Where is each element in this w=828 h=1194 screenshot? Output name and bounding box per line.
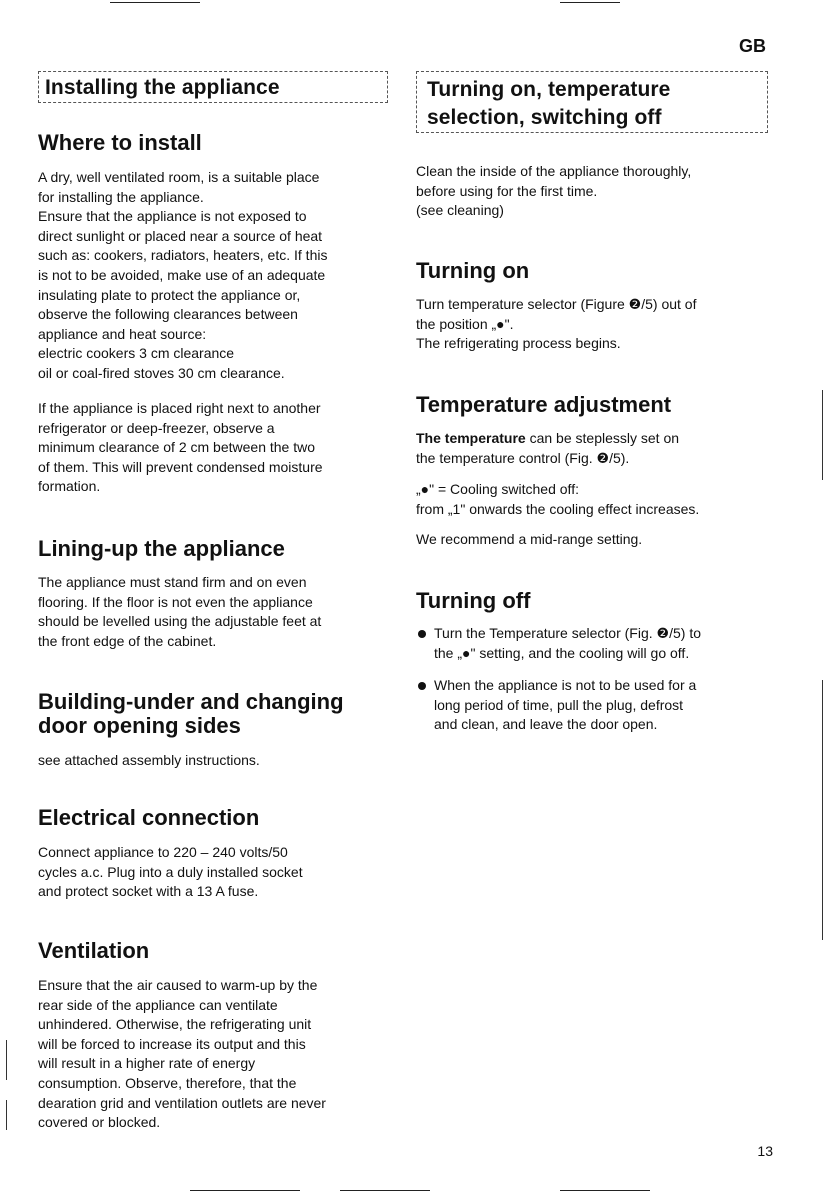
bold-text: The temperature: [416, 430, 526, 446]
edge-mark-left-1: [6, 1040, 7, 1080]
text-line: (see cleaning): [416, 202, 504, 219]
text-line: will be forced to increase its output and this: [38, 1035, 306, 1052]
paragraph-electrical-connection: [38, 843, 303, 902]
text-line: cycles a.c. Plug into a duly installed socket: [38, 863, 303, 880]
text-line: and clean, and leave the door open.: [434, 716, 658, 733]
edge-mark-right-1: [822, 390, 823, 480]
text-line: the „●" setting, and the cooling will go off.: [434, 644, 690, 661]
text-line: Turn temperature selector (Figure ❷/5) out of: [416, 296, 697, 312]
language-code: GB: [739, 36, 766, 56]
heading-line: Building-under and changing: [38, 689, 344, 714]
bottom-rule-mid: [340, 1190, 430, 1191]
text-line: unhindered. Otherwise, the refrigerating unit: [38, 1016, 312, 1033]
text-line: When the appliance is not to be used for a: [434, 677, 697, 693]
paragraph-where-to-install: [38, 168, 327, 384]
text-line: If the appliance is placed right next to another: [38, 400, 321, 416]
text-line: Connect appliance to 220 – 240 volts/50: [38, 844, 288, 860]
heading-temperature-adjustment: Temperature adjustment: [416, 392, 672, 417]
heading-ventilation: Ventilation: [38, 938, 150, 963]
box-heading-line: Turning on, temperature: [427, 78, 671, 101]
bullet-item: [416, 676, 696, 735]
top-rule-right: [560, 2, 620, 3]
bottom-rule-right: [560, 1190, 650, 1191]
text-span: can be steplessly set on: [525, 430, 680, 446]
paragraph-intro: [416, 162, 691, 221]
text-line: observe the following clearances between: [38, 306, 298, 323]
heading-where-to-install: Where to install: [38, 130, 202, 155]
text-line: is not to be avoided, make use of an adequate: [38, 266, 326, 283]
text-line: long period of time, pull the plug, defrost: [434, 696, 684, 713]
text-line: Clean the inside of the appliance thoroughly,: [416, 163, 692, 179]
edge-mark-right-2: [822, 680, 823, 940]
text-line: for installing the appliance.: [38, 188, 204, 205]
text-line: appliance and heat source:: [38, 325, 207, 342]
bottom-rule-left: [190, 1190, 300, 1191]
text-line: flooring. If the floor is not even the appliance: [38, 593, 313, 610]
text-line: such as: cookers, radiators, heaters, etc. If this: [38, 247, 328, 264]
paragraph-temperature-2: [416, 480, 699, 519]
text-line: A dry, well ventilated room, is a suitable place: [38, 169, 320, 185]
text-line: insulating plate to protect the appliance or,: [38, 286, 301, 303]
text-line: the temperature control (Fig. ❷/5).: [416, 449, 630, 466]
text-line: will result in a higher rate of energy: [38, 1055, 256, 1072]
heading-electrical-connection: Electrical connection: [38, 805, 260, 830]
text-line: The refrigerating process begins.: [416, 335, 621, 352]
section-box-heading-text: Installing the appliance: [45, 76, 280, 99]
text-line: [416, 429, 679, 449]
text-line: should be levelled using the adjustable feet at: [38, 613, 322, 630]
text-line: Ensure that the air caused to warm-up by the: [38, 977, 318, 993]
text-line: oil or coal-fired stoves 30 cm clearance.: [38, 364, 285, 381]
edge-mark-left-2: [6, 1100, 7, 1130]
text-line: rear side of the appliance can ventilate: [38, 996, 278, 1013]
text-line: from „1" onwards the cooling effect increases.: [416, 500, 700, 517]
text-line: the front edge of the cabinet.: [38, 632, 217, 649]
text-line: minimum clearance of 2 cm between the two: [38, 439, 316, 456]
bullet-item: [416, 624, 701, 663]
text-line: covered or blocked.: [38, 1114, 161, 1131]
paragraph-temperature-3: We recommend a mid-range setting.: [416, 531, 643, 547]
top-rule-left: [110, 2, 200, 3]
paragraph-lining-up: [38, 573, 321, 651]
section-box-heading: [38, 71, 388, 103]
box-heading-line: selection, switching off: [427, 106, 662, 129]
text-line: formation.: [38, 478, 101, 495]
heading-line: door opening sides: [38, 713, 241, 738]
paragraph-building-under: see attached assembly instructions.: [38, 752, 260, 768]
heading-turning-on: Turning on: [416, 258, 530, 283]
text-line: electric cookers 3 cm clearance: [38, 345, 235, 362]
paragraph-turning-on: [416, 295, 696, 354]
text-line: of them. This will prevent condensed moisture: [38, 458, 323, 475]
paragraph-ventilation: [38, 976, 326, 1133]
text-line: and protect socket with a 13 A fuse.: [38, 883, 259, 900]
section-box-heading-right: [416, 71, 768, 133]
paragraph-temperature-1: [416, 429, 679, 468]
text-line: consumption. Observe, therefore, that the: [38, 1074, 297, 1091]
heading-turning-off: Turning off: [416, 588, 531, 613]
text-line: The appliance must stand firm and on even: [38, 574, 307, 590]
text-line: before using for the first time.: [416, 182, 598, 199]
heading-building-under: [38, 690, 344, 738]
heading-lining-up: Lining-up the appliance: [38, 536, 285, 561]
text-line: Ensure that the appliance is not exposed to: [38, 208, 307, 225]
text-line: „●" = Cooling switched off:: [416, 481, 579, 497]
paragraph-clearance: [38, 399, 323, 497]
text-line: refrigerator or deep-freezer, observe a: [38, 419, 275, 436]
page-number: 13: [757, 1143, 773, 1159]
text-line: direct sunlight or placed near a source of heat: [38, 227, 323, 244]
text-line: dearation grid and ventilation outlets are never: [38, 1094, 326, 1111]
text-line: the position „●".: [416, 315, 514, 332]
text-line: Turn the Temperature selector (Fig. ❷/5) to: [434, 625, 701, 641]
